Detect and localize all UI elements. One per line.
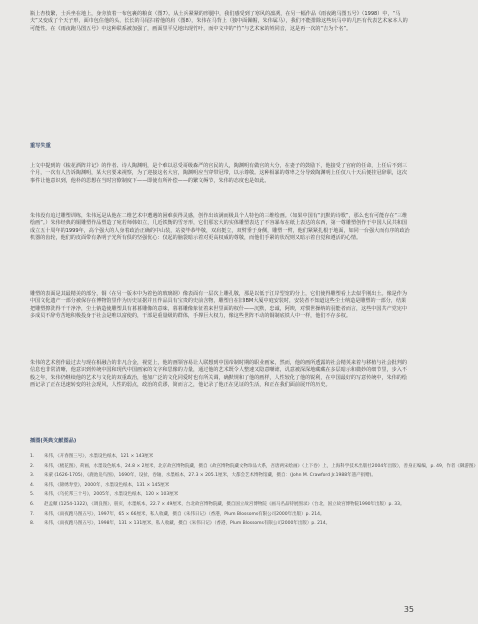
intro-paragraph-text: 瓶上杏枝繁，士兵坐在地上，身旁放着一布包裹的粮食（图7）。从土兵紧紧的形腿中，我们感受到了寒风的凛冽，在另一幅作品《雨夜跑马图五号》（1998）中，“马夫”又变成了个天子形，面巾包住他的头，长长的马尾扫着他的肩（图8），朱伟在马背上（独中面佩帽，朱伟属马），我们不能排除这些玩马中的几匹有代表艺术家本人的可能性。在《雨夜跑马图五号》中这种联系被加强了，画面里平兄地出现竹叶，而中文中的“竹”与艺术家的姓同音，这是再一次的“吉为个名”。 (30, 11, 408, 32)
note-number: 3. (30, 473, 35, 479)
body-paragraph-4 (30, 360, 410, 390)
note-number: 1. (30, 454, 35, 459)
note-item (30, 510, 414, 520)
note-number: 2. (30, 463, 35, 469)
note-item (30, 481, 414, 491)
section-heading: 重写失重 (30, 143, 51, 149)
note-number: 7. (30, 511, 35, 517)
note-text: 朱蒙 (1626-1705)，《鹿池凫鸟图》，1690年，设扯，卷轴，水墨纸本，27.3 × 205.1厘米，大都会艺术博物馆藏，摄自：(John M. Crawford Jr.1988年遗产捐赠)。 (44, 473, 376, 479)
note-item (30, 490, 414, 500)
note-text: 朱伟，《雨夜跑马图五号》，1998年，131 × 131厘米，私人收藏，摄自《朱伟日记》（香港，Plum Blossoms有限公司2000年出版）p. 214。 (44, 521, 331, 527)
intro-paragraph (30, 11, 410, 33)
body-paragraph-1-text: 上文中提到的《梳花酒阵并记》的作者、诗人陶渊明，是个难以忍受哥级森严的官民的人，陶渊明有做官的大分，在妻子的鼓励下，他接受了官府的任命，上任后不到三个月，一次有人告诉陶渊明，某大官要来视察，为了迎接这名大官，陶渊明应当穿带冠带，以示尊敬。这种相暴的尊卑之分导致陶渊明上任仅八十天后便挂冠辞职，这次事件让他意识到，他朴的思想在当时宫僚制度下——即使有所补偿——的繁文缛节，朱伟的态度也是如此。 (30, 163, 407, 184)
body-paragraph-4-text: 朱伟的艺术创作最过去与现在相融合的非凡合金，视觉上，他的画领容易让人联想到中国帝制时期的职业画家，然而，他的画所透露的社会精英来着与移植与社会批判的信息也非常清晰，他意识到传统中国和现代中国画家的文字和思像的力量，通过他的艺术既令人整速又隐意嘲谑，讥意被深深地藏藏在多层暗示和微妙的细节里，步入不般之年，朱伟仍继续他的艺术与文化的双重政治，他加广泛的文化同爱时也有所关调，确默规和了他的画样，人性较化了他的锐利，在中国最好的写意传统中，朱伟的绘画记录了正在迅速转变的社会现风，人性的弱点，政治的荒谬，简而言之，他记录了他正在见证的生活，和正在我们面前展开的历史。 (30, 360, 407, 389)
body-paragraph-3-text: 雕塑的表面是其最精美的部分，铜（在另一版本中为着色的玻璃钢）像表面有一层次上雕孔敬，那是以低于江岸型宽的分上，它们使得雕塑看上去似乎刚出土。像是作为中国文化遗产一部分被保存在博物馆里作为历史证据并且作品具有宝贵的史前含物，雕塑自在旧IBM大厦中庭安装时，安装者不知道这些尘士纳造是雕塑的一部分，结果把雕塑擦洗得干干净净，尘土钠造使雕塑具有暮暮雕像的意味，暮暮雕像象征着来世里面的权什——沉默，忠诚，阿谀，对惯世操纳的羽能者而言，这些中国共产党宪中多成员不辞劳苦地积极投身于社会是唯以富使的，干部是重量级的群体，手撑巨大权力，像这些世阵不动的铜制底铁人中一样，他们不存多权。 (30, 291, 407, 320)
note-item (30, 471, 414, 481)
body-paragraph-2-text: 朱伟没有追过雕塑训练，朱伟远是从他在二维艺术中遭遇的困难获得灵感，创作出该满而极具个人特色的三维绘画。（如果中国有“沉默的诗歌”，那么也有可能存在“三维绘画”。）朱伟经典的铜雕塑作品塑造了宛若师韩如立，几近铁衡的雪牙形，它们那宏大的实体雕塑表达了不容暴布在纸上表达的东西，第一尊雕塑创作于中国人民共和国成立五十周年的1999年，高个强大的人身着政治正确的中山装，站姿毕恭毕敬，双肩挺立，双臂垂于身侧，雕塑一臂，他们紧紧扎根于地面，如同一台强大而有序的政治机器的齿轮，他们的皮面带有条明子光所有俱的坚强优心：仅起的脑袋暗示着对更高权威的尊敬，而他们手紧的状况则又暗示着自觉和遵活的心情。 (30, 213, 410, 242)
note-item (30, 462, 478, 472)
note-number: 4. (30, 482, 35, 488)
note-item (30, 500, 414, 510)
body-paragraph-2 (30, 213, 410, 243)
body-paragraph-3 (30, 291, 410, 321)
note-number: 8. (30, 521, 35, 527)
page-number: 35 (403, 605, 414, 614)
note-number: 5. (30, 492, 35, 498)
notes-heading: 插图(英典文献图品) (30, 438, 77, 444)
note-text: 朱伟，《雨夜跑马图五号》，1997年，65 × 66厘米，私人收藏，摄自《朱伟日记》（香港，Plum Blossoms有限公司2000年出版）p. 214。 (44, 511, 325, 517)
note-text: 朱伟，《开春图三号》，水墨设色纸本，121 × 143厘米 (44, 454, 154, 459)
note-text: 朱伟，《乌托邦三十号》，2005年，水墨设色纸本，120 × 103厘米 (44, 492, 179, 498)
note-text: 朱伟，《锦绣寿堂》，2000年，水墨设色纸本，131 × 145厘米 (44, 482, 170, 488)
note-item (30, 452, 414, 462)
note-number: 6. (30, 501, 35, 507)
note-item (30, 519, 414, 529)
notes-list (30, 452, 478, 529)
note-text: 赵孟頫 (1254-1322)，《调良图》，册页，水墨纸本，22.7 × 49厘米，台北故宫博物院藏，摄自国立故宫博物院《画马名品特展图录》（台北，国立故宫博物院1990年出版）p. 33。 (44, 501, 405, 507)
body-paragraph-1 (30, 163, 410, 185)
note-text: 朱伟，《梳花图》，荷画，水墨设色纸本，24.8 × 2厘米，北京故宫博物院藏，摄自《故宫博物院藏文物珍品大系，吾唐两宋绘画》（上下卷）上，上海科学技术出版社2004年出版），善身正编编，p. 49，作者《御游图》 (44, 463, 478, 469)
